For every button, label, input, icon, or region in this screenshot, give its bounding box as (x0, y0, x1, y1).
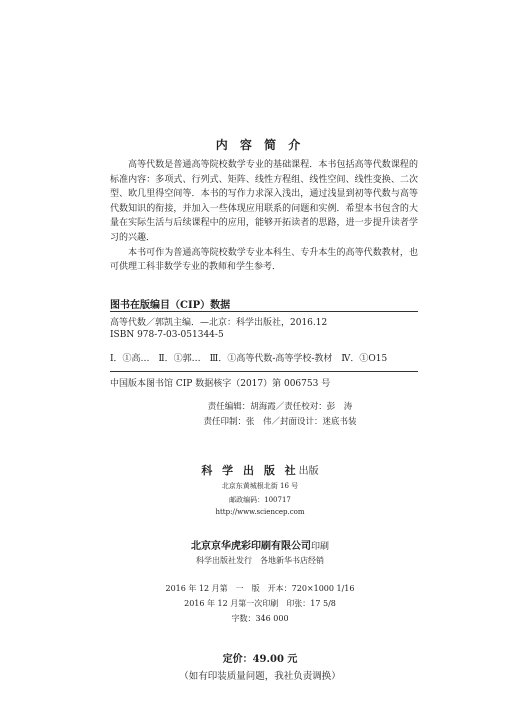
cip-record-number: 中国版本图书馆 CIP 数据核字（2017）第 006753 号 (110, 379, 331, 389)
quality-notice: （如有印装质量问题，我社负责调换） (179, 671, 341, 682)
staff-line-2 (0, 415, 520, 427)
cip-classification: Ⅰ．①高… Ⅱ．①郭… Ⅲ．①高等代数-高等学校-教材 Ⅳ．①O15 (110, 354, 388, 364)
distribution-line: 科学出版社发行 各地新华书店经销 (196, 556, 324, 565)
printer-name (0, 537, 520, 552)
print-info-line-2: 2016 年 12 月第一次印刷 印张：17 5/8 (184, 599, 336, 608)
cip-top-rule (110, 311, 418, 312)
cip-heading: 图书在版编目（CIP）数据 (110, 300, 231, 311)
printer-name-suffix: 印刷 (310, 542, 329, 552)
publisher-postcode: 邮政编码：100717 (229, 496, 291, 504)
publisher-name-main: 科 学 出 版 社 (201, 464, 299, 477)
summary-title: 内 容 简 介 (215, 138, 305, 152)
summary-paragraph-1: 高等代数是普通高等院校数学专业的基础课程．本书包括高等代数课程的标准内容：多项式、行列式、矩阵、线性方程组、线性空间、线性变换、二次型、欧几里得空间等．本书的写作力求深入浅出，通过浅显到初等代数与高等代数知识的衔接，并加入一些体现应用联系的问题和实例．希望本书包含的大量在实际生活与后续课程中的应用，能够开拓读者的思路，进一步提升读者学习的兴趣． (110, 160, 418, 243)
print-info-line-3: 字数：346 000 (231, 614, 289, 623)
print-info-line-1: 2016 年 12 月第 一 版 开本：720×1000 1/16 (165, 584, 355, 593)
editor-label: 责任编辑： (207, 402, 251, 412)
printer-name-main: 北京京华虎彩印刷有限公司 (190, 541, 311, 552)
publisher-address: 北京东黄城根北街 16 号 (221, 482, 299, 490)
cip-isbn: ISBN 978-7-03-051344-5 (110, 330, 224, 340)
print-supervisor-label: 责任印制： (203, 417, 246, 427)
price: 定价：49.00 元 (222, 654, 298, 665)
print-supervisor-name: 张 伟 (245, 417, 272, 427)
proofreader-name: 彭 涛 (326, 402, 353, 412)
publisher-name (0, 462, 520, 478)
publisher-website: http://www.sciencep.com (215, 508, 305, 516)
cip-title-line: 高等代数／郭凯主编．—北京：科学出版社，2016.12 (110, 318, 328, 328)
summary-paragraph-2: 本书可作为普通高等院校数学专业本科生、专升本生的高等代数教材，也可供理工科非数学专业的教师和学生参考． (110, 247, 418, 273)
cover-designer-label: ／封面设计： (271, 417, 323, 427)
proofreader-label: ／责任校对： (275, 402, 327, 412)
cover-designer-name: 迷底书装 (322, 417, 357, 427)
publisher-name-suffix: 出版 (298, 466, 319, 477)
cip-bottom-rule (110, 371, 418, 372)
summary-text (110, 158, 418, 275)
editor-name: 胡海霞 (250, 402, 276, 412)
staff-line-1 (0, 400, 520, 412)
